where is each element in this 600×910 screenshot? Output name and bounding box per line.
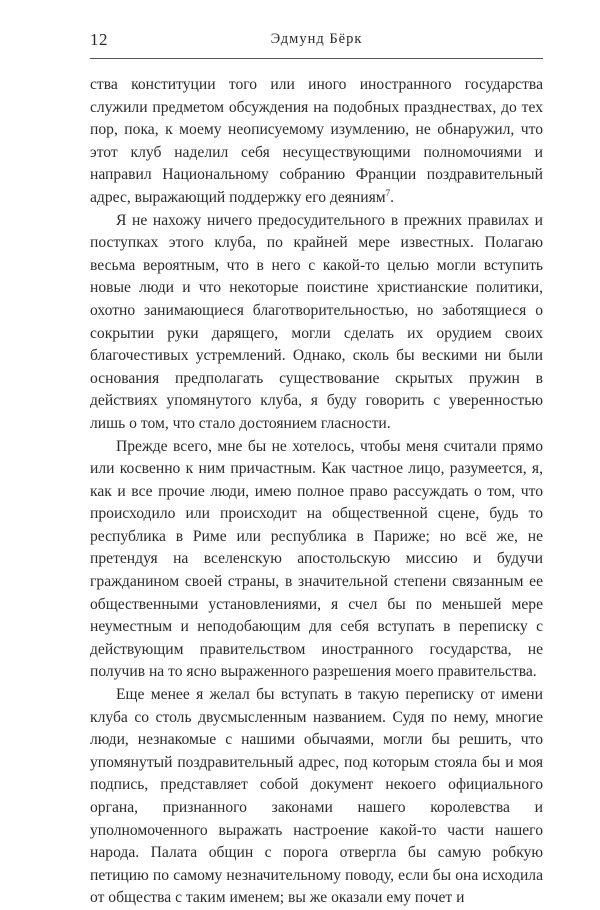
running-title: Эдмунд Бёрк: [270, 31, 363, 47]
paragraph-2: Я не нахожу ничего предосудительного в прежних правилах и поступках этого клуба, по крайней мере известных. Полагаю весьма вероятным, что в него с какой-то целью могли вступить новые люди и что некоторые поистине христианские политики, охотно занимающиеся благотворительностью, но заботящиеся о сокрытии руки дарящего, могли сделать их орудием своих благочестивых устремлений. Однако, сколь бы вескими ни были основания предполагать существование скрытых пружин в действиях упомянутого клуба, я буду говорить с уверенностью лишь о том, что стало достоянием гласности.: [90, 211, 543, 432]
paragraph-1-text: ства конституции того или иного иностранного государства служили предметом обсуждения на подобных празднествах, до тех пор, пока, к моему неописуемому изумлению, не обнаружил, что этот клуб наделил себя несуществующими полномочиями и направил Национальному собранию Франции поздравительный адрес, выражающий поддержку его деяниям: [90, 76, 543, 206]
header-rule: [90, 58, 543, 59]
page-number: 12: [90, 30, 108, 49]
paragraph-1-tail: .: [390, 188, 395, 206]
paragraph-4: Еще менее я желал бы вступать в такую переписку от имени клуба со столь двусмысленным названием. Судя по нему, многие люди, незнакомые с нашими обычаями, могли бы решить, что упомянутый поздравительный адрес, под которым стояла бы и моя подпись, представляет собой документ некоего официального органа, признанного законами нашего королевства и уполномоченного выражать настроение какой-то части нашего народа. Палата общин с порога отвергла бы самую робкую петицию по самому незначительному поводу, если бы она исходила от общества с таким именем; вы же оказали ему почет и: [90, 686, 543, 907]
footnote-marker[interactable]: 7: [385, 187, 391, 198]
paragraph-1: [90, 74, 543, 210]
paragraph-3: Прежде всего, мне бы не хотелось, чтобы меня считали прямо или косвенно к ним причастным. Как частное лицо, разумеется, я, как и все прочие люди, имею полное право рассуждать о том, что происходило или происходит на общественной сцене, будь то республика в Риме или республика в Париже; но всё же, не претендуя на вселенскую апостольскую миссию и будучи гражданином своей страны, в значительной степени связанным ее общественными установлениями, я счел бы по меньшей мере неуместным и неподобающим для себя вступать в переписку с действующим правительством иностранного государства, не получив на то ясно выраженного разрешения моего правительства.: [90, 437, 543, 681]
body-text: [90, 74, 543, 910]
running-head: [90, 30, 543, 56]
